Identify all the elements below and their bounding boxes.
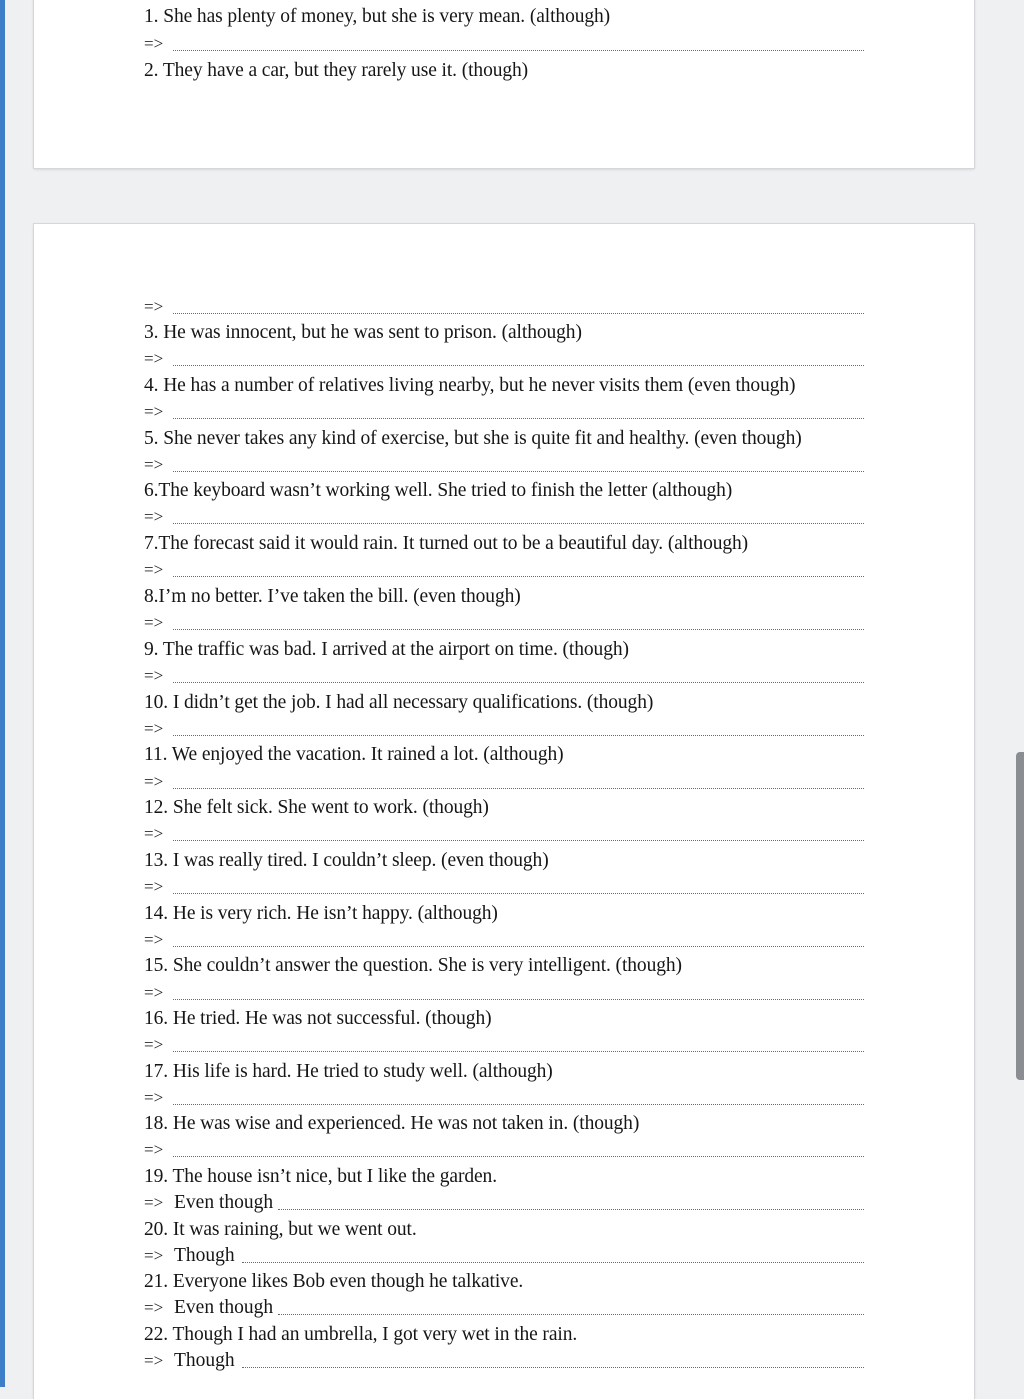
question-5: 5. She never takes any kind of exercise, but she is quite fit and healthy. (even though) — [144, 428, 802, 449]
arrow-icon: => — [144, 349, 164, 368]
arrow-icon: => — [144, 772, 164, 791]
answer-dotted-line — [173, 735, 864, 736]
answer-dotted-line — [173, 629, 864, 630]
scrollbar-thumb[interactable] — [1016, 752, 1024, 1080]
arrow-icon: => — [144, 824, 164, 843]
arrow-icon: => — [144, 1351, 164, 1370]
question-19: 19. The house isn’t nice, but I like the garden. — [144, 1166, 497, 1187]
arrow-icon: => — [144, 507, 164, 526]
worksheet-page-1 — [34, 0, 974, 168]
answer-line-8 — [144, 610, 864, 636]
question-6: 6.The keyboard wasn’t working well. She tried to finish the letter (although) — [144, 480, 733, 501]
arrow-icon: => — [144, 560, 164, 579]
answer-dotted-line — [173, 1051, 864, 1052]
answer-line-5 — [144, 452, 864, 478]
answer-line-2 — [144, 294, 864, 320]
arrow-icon: => — [144, 1140, 164, 1159]
question-4: 4. He has a number of relatives living nearby, but he never visits them (even though) — [144, 375, 796, 396]
arrow-icon: => — [144, 34, 164, 53]
answer-dotted-line — [173, 313, 864, 314]
worksheet-page-2 — [34, 224, 974, 1399]
answer-dotted-line — [173, 1156, 864, 1157]
question-18: 18. He was wise and experienced. He was not taken in. (though) — [144, 1113, 640, 1134]
answer-line-6 — [144, 504, 864, 530]
answer-line-3 — [144, 346, 864, 372]
question-2: 2. They have a car, but they rarely use it. (though) — [144, 60, 529, 81]
arrow-icon: => — [144, 983, 164, 1002]
answer-line-7 — [144, 557, 864, 583]
question-13: 13. I was really tired. I couldn’t sleep. (even though) — [144, 850, 549, 871]
answer-line-1 — [144, 31, 864, 57]
answer-dotted-line — [173, 893, 864, 894]
question-7: 7.The forecast said it would rain. It turned out to be a beautiful day. (although) — [144, 533, 749, 554]
question-21: 21. Everyone likes Bob even though he talkative. — [144, 1271, 524, 1292]
question-1: 1. She has plenty of money, but she is very mean. (although) — [144, 6, 611, 27]
left-accent-bar — [0, 0, 5, 1387]
arrow-icon: => — [144, 1035, 164, 1054]
question-9: 9. The traffic was bad. I arrived at the airport on time. (though) — [144, 639, 629, 660]
question-16: 16. He tried. He was not successful. (though) — [144, 1008, 492, 1029]
arrow-icon: => — [144, 877, 164, 896]
question-10: 10. I didn’t get the job. I had all necessary qualifications. (though) — [144, 692, 654, 713]
answer-line-16 — [144, 1032, 864, 1058]
answer-dotted-line — [173, 418, 864, 419]
arrow-icon: => — [144, 455, 164, 474]
answer-dotted-line — [173, 471, 864, 472]
question-11: 11. We enjoyed the vacation. It rained a lot. (although) — [144, 744, 564, 765]
answer-dotted-line — [173, 999, 864, 1000]
answer-dotted-line — [278, 1209, 864, 1210]
arrow-icon: => — [144, 666, 164, 685]
answer-line-21 — [144, 1295, 864, 1321]
answer-line-12 — [144, 821, 864, 847]
question-20: 20. It was raining, but we went out. — [144, 1219, 417, 1240]
arrow-icon: => — [144, 719, 164, 738]
answer-line-19 — [144, 1190, 864, 1216]
question-12: 12. She felt sick. She went to work. (though) — [144, 797, 489, 818]
arrow-icon: => — [144, 613, 164, 632]
question-8: 8.I’m no better. I’ve taken the bill. (even though) — [144, 586, 521, 607]
answer-line-18 — [144, 1137, 864, 1163]
answer-line-22 — [144, 1348, 864, 1374]
answer-line-15 — [144, 980, 864, 1006]
arrow-icon: => — [144, 297, 164, 316]
answer-dotted-line — [173, 946, 864, 947]
answer-line-13 — [144, 874, 864, 900]
answer-dotted-line — [173, 365, 864, 366]
arrow-icon: => — [144, 1088, 164, 1107]
answer-line-20 — [144, 1243, 864, 1269]
answer-line-14 — [144, 927, 864, 953]
answer-dotted-line — [173, 576, 864, 577]
answer-dotted-line — [173, 523, 864, 524]
answer-dotted-line — [173, 788, 864, 789]
answer-dotted-line — [173, 1104, 864, 1105]
arrow-icon: => — [144, 930, 164, 949]
answer-line-9 — [144, 663, 864, 689]
answer-prefix: Even though — [174, 1192, 274, 1213]
arrow-icon: => — [144, 402, 164, 421]
question-3: 3. He was innocent, but he was sent to prison. (although) — [144, 322, 582, 343]
answer-dotted-line — [278, 1314, 864, 1315]
question-14: 14. He is very rich. He isn’t happy. (although) — [144, 903, 498, 924]
question-15: 15. She couldn’t answer the question. She is very intelligent. (though) — [144, 955, 682, 976]
question-22: 22. Though I had an umbrella, I got very wet in the rain. — [144, 1324, 578, 1345]
answer-line-11 — [144, 769, 864, 795]
answer-dotted-line — [173, 840, 864, 841]
answer-dotted-line — [173, 682, 864, 683]
arrow-icon: => — [144, 1298, 164, 1317]
question-17: 17. His life is hard. He tried to study well. (although) — [144, 1061, 553, 1082]
answer-line-10 — [144, 716, 864, 742]
answer-dotted-line — [242, 1367, 864, 1368]
answer-prefix: Even though — [174, 1297, 274, 1318]
answer-dotted-line — [242, 1262, 864, 1263]
answer-dotted-line — [173, 50, 864, 51]
arrow-icon: => — [144, 1193, 164, 1212]
arrow-icon: => — [144, 1246, 164, 1265]
answer-line-4 — [144, 399, 864, 425]
answer-prefix: Though — [174, 1245, 235, 1266]
answer-line-17 — [144, 1085, 864, 1111]
answer-prefix: Though — [174, 1350, 235, 1371]
